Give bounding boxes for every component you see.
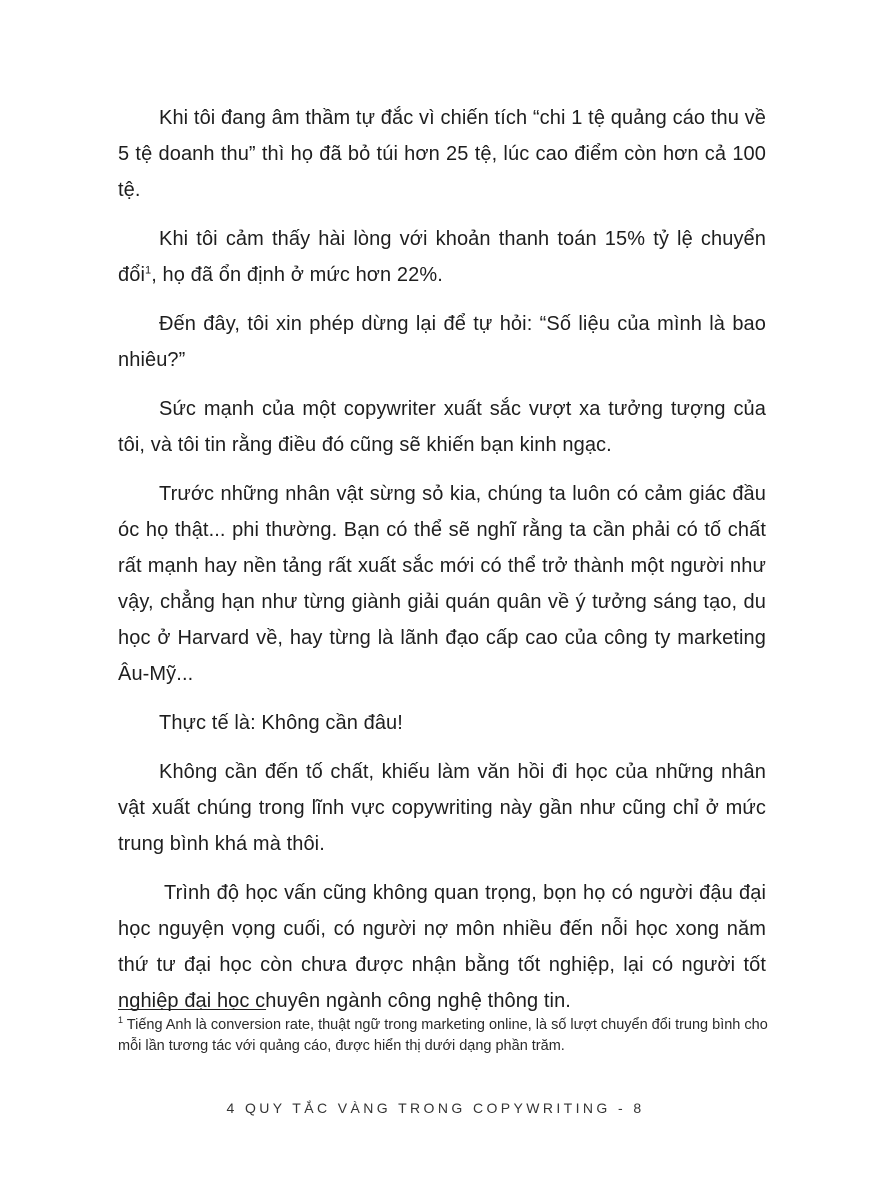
body-text (118, 100, 766, 1032)
paragraph-3: Đến đây, tôi xin phép dừng lại để tự hỏi: “Số liệu của mình là bao nhiêu?” (118, 313, 766, 371)
paragraph-2-text-continued: , họ đã ổn định ở mức hơn 22%. (151, 264, 443, 286)
footnote-separator (118, 1009, 266, 1010)
paragraph-5: Trước những nhân vật sừng sỏ kia, chúng ta luôn có cảm giác đầu óc họ thật... phi thường. Bạn có thể sẽ nghĩ rằng ta cần phải có tố chất rất mạnh hay nền tảng rất xuất sắc mới có thể trở thành một người như vậy, chẳng hạn như từng giành giải quán quân về ý tưởng sáng tạo, du học ở Harvard về, hay từng là lãnh đạo cấp cao của công ty marketing Âu-Mỹ... (118, 483, 766, 685)
paragraph-6: Thực tế là: Không cần đâu! (159, 712, 403, 734)
paragraph-2-text: Khi tôi cảm thấy hài lòng với khoản thanh toán 15% tỷ lệ chuyển đổi (118, 228, 766, 286)
footnote-text: Tiếng Anh là conversion rate, thuật ngữ trong marketing online, là số lượt chuyển đổi trung bình cho mỗi lần tương tác với quảng cáo, được hiển thị dưới dạng phần trăm. (118, 1017, 768, 1054)
paragraph-8: Trình độ học vấn cũng không quan trọng, bọn họ có người đậu đại học nguyện vọng cuối, có người nợ môn nhiều đến nỗi học xong năm thứ tư đại học còn chưa được nhận bằng tốt nghiệp, lại có người tốt nghiệp đại học chuyên ngành công nghệ thông tin. (118, 882, 766, 1012)
paragraph-4: Sức mạnh của một copywriter xuất sắc vượt xa tưởng tượng của tôi, và tôi tin rằng điều đó cũng sẽ khiến bạn kinh ngạc. (118, 398, 766, 456)
footnote (118, 1015, 768, 1057)
running-footer: 4 QUY TẮC VÀNG TRONG COPYWRITING - 8 (226, 1100, 645, 1116)
paragraph-1: Khi tôi đang âm thầm tự đắc vì chiến tích “chi 1 tệ quảng cáo thu về 5 tệ doanh thu” thì họ đã bỏ túi hơn 25 tệ, lúc cao điểm còn hơn cả 100 tệ. (118, 107, 766, 201)
footnote-marker: 1 (118, 1015, 124, 1026)
footnote-reference[interactable]: 1 (145, 264, 152, 277)
paragraph-2 (118, 221, 766, 293)
paragraph-7: Không cần đến tố chất, khiếu làm văn hồi đi học của những nhân vật xuất chúng trong lĩnh vực copywriting này gần như cũng chỉ ở mức trung bình khá mà thôi. (118, 761, 766, 855)
